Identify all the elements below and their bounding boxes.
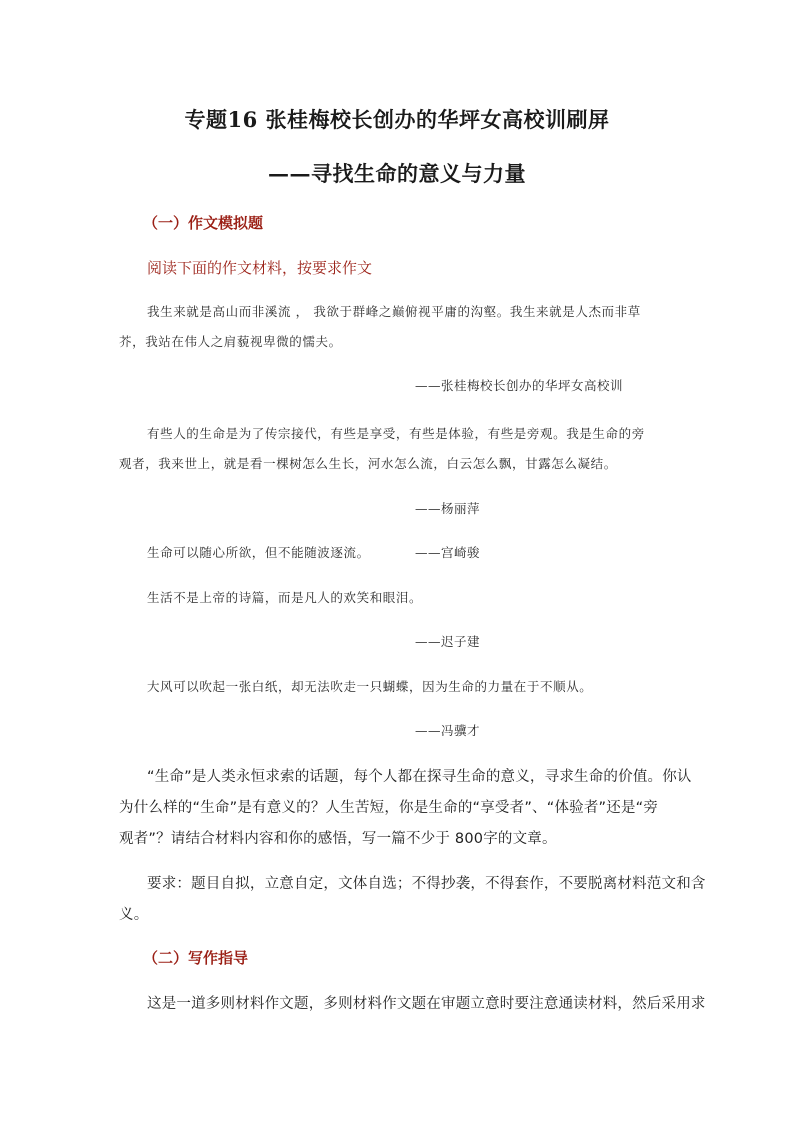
quote-3-attribution: ——宫崎骏 bbox=[415, 545, 481, 560]
section-heading-essay-question: （一）作文模拟题 bbox=[143, 214, 264, 232]
section-heading-writing-guide: （二）写作指导 bbox=[143, 949, 249, 967]
requirements-line-1: 要求：题目自拟，立意自定，文体自选；不得抄袭，不得套作，不要脱离材料范文和含 bbox=[147, 876, 706, 892]
prompt-line-3: 观者”？请结合材料内容和你的感悟，写一篇不少于 800字的文章。 bbox=[119, 831, 557, 847]
quote-4-text: 生活不是上帝的诗篇，而是凡人的欢笑和眼泪。 bbox=[147, 590, 423, 605]
requirements-line-2: 义。 bbox=[119, 907, 149, 923]
quote-3-text: 生命可以随心所欲，但不能随波逐流。 bbox=[147, 545, 370, 560]
quote-1-line-1: 我生来就是高山而非溪流 ， 我欲于群峰之巅俯视平庸的沟壑。我生来就是人杰而非草 bbox=[147, 304, 641, 319]
quote-5-attribution: ——冯骥才 bbox=[415, 723, 481, 738]
quote-2-line-2: 观者，我来世上，就是看一棵树怎么生长，河水怎么流，白云怎么飘，甘露怎么凝结。 bbox=[119, 456, 617, 471]
quote-5-text: 大风可以吹起一张白纸，却无法吹走一只蝴蝶，因为生命的力量在于不顺从。 bbox=[147, 679, 593, 694]
quote-4-attribution: ——迟子建 bbox=[415, 634, 481, 649]
quote-1-attribution: ——张桂梅校长创办的华坪女高校训 bbox=[415, 378, 624, 393]
prompt-line-1: “生命”是人类永恒求索的话题，每个人都在探寻生命的意义，寻求生命的价值。你认 bbox=[147, 769, 692, 785]
essay-instruction: 阅读下面的作文材料，按要求作文 bbox=[147, 259, 373, 277]
document-title: 专题16 张桂梅校长创办的华坪女高校训刷屏 bbox=[184, 107, 610, 132]
document-subtitle: ——寻找生命的意义与力量 bbox=[268, 161, 526, 186]
writing-guide-line-1: 这是一道多则材料作文题，多则材料作文题在审题立意时要注意通读材料，然后采用求 bbox=[147, 996, 706, 1012]
quote-2-attribution: ——杨丽萍 bbox=[415, 501, 481, 516]
prompt-line-2: 为什么样的“生命”是有意义的？人生苦短，你是生命的“享受者”、“体验者”还是“旁 bbox=[119, 800, 659, 816]
quote-1-line-2: 芥，我站在伟人之肩藐视卑微的懦夫。 bbox=[119, 334, 342, 349]
quote-2-line-1: 有些人的生命是为了传宗接代，有些是享受，有些是体验，有些是旁观。我是生命的旁 bbox=[147, 426, 645, 441]
